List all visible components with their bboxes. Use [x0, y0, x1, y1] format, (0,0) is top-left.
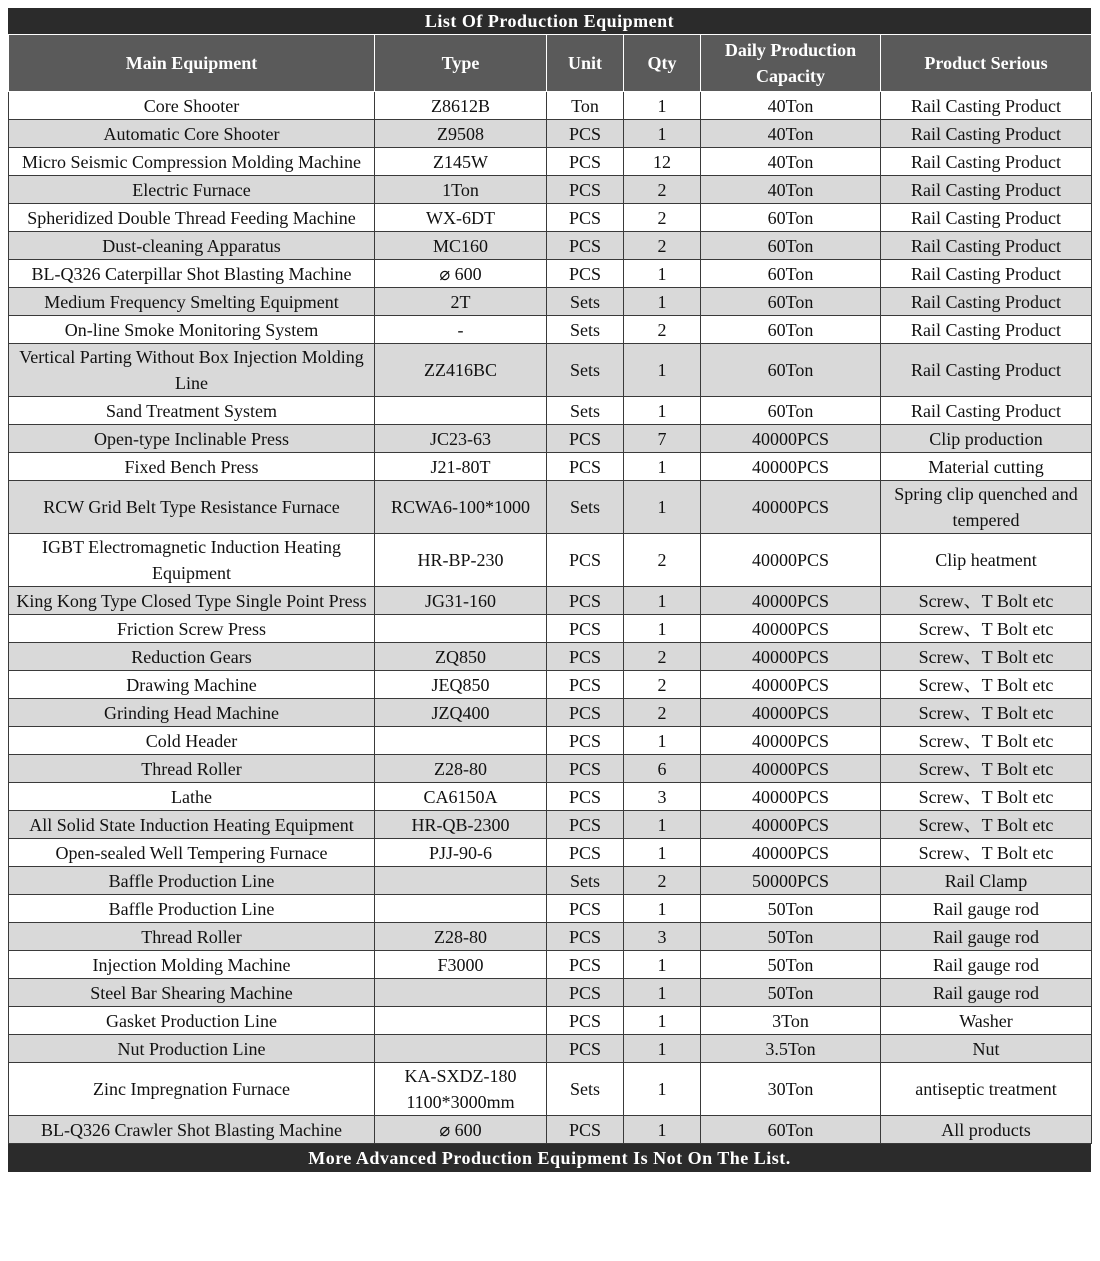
table-row: [9, 755, 1092, 783]
cell-capacity: 3.5Ton: [701, 1035, 881, 1063]
cell-product: Rail Casting Product: [881, 397, 1092, 425]
equipment-table: [8, 34, 1092, 1144]
cell-qty: 2: [624, 867, 701, 895]
cell-equipment: Sand Treatment System: [9, 397, 375, 425]
cell-qty: 2: [624, 671, 701, 699]
cell-product: Clip production: [881, 425, 1092, 453]
cell-unit: Ton: [547, 92, 624, 120]
cell-type: [375, 615, 547, 643]
cell-equipment: Thread Roller: [9, 923, 375, 951]
col-header-unit: Unit: [547, 35, 624, 92]
cell-type: [375, 1007, 547, 1035]
cell-qty: 1: [624, 839, 701, 867]
cell-type: ZZ416BC: [375, 344, 547, 397]
cell-qty: 1: [624, 1035, 701, 1063]
cell-unit: PCS: [547, 1116, 624, 1144]
cell-equipment: Automatic Core Shooter: [9, 120, 375, 148]
cell-product: Screw、T Bolt etc: [881, 671, 1092, 699]
cell-product: Rail Casting Product: [881, 120, 1092, 148]
cell-qty: 1: [624, 951, 701, 979]
cell-unit: Sets: [547, 1063, 624, 1116]
col-header-main-equipment: Main Equipment: [9, 35, 375, 92]
cell-equipment: BL-Q326 Crawler Shot Blasting Machine: [9, 1116, 375, 1144]
cell-type: -: [375, 316, 547, 344]
cell-unit: PCS: [547, 120, 624, 148]
cell-type: Z145W: [375, 148, 547, 176]
cell-capacity: 40000PCS: [701, 587, 881, 615]
cell-product: Screw、T Bolt etc: [881, 643, 1092, 671]
cell-unit: PCS: [547, 951, 624, 979]
cell-capacity: 40Ton: [701, 148, 881, 176]
cell-equipment: Baffle Production Line: [9, 867, 375, 895]
cell-qty: 1: [624, 895, 701, 923]
cell-type: HR-QB-2300: [375, 811, 547, 839]
cell-type: ⌀ 600: [375, 260, 547, 288]
table-row: [9, 783, 1092, 811]
cell-equipment: Medium Frequency Smelting Equipment: [9, 288, 375, 316]
cell-qty: 3: [624, 923, 701, 951]
cell-qty: 1: [624, 1007, 701, 1035]
cell-capacity: 40000PCS: [701, 755, 881, 783]
cell-unit: Sets: [547, 344, 624, 397]
cell-capacity: 40000PCS: [701, 453, 881, 481]
cell-capacity: 60Ton: [701, 397, 881, 425]
cell-unit: Sets: [547, 316, 624, 344]
cell-unit: PCS: [547, 895, 624, 923]
cell-type: [375, 727, 547, 755]
table-row: [9, 867, 1092, 895]
cell-equipment: BL-Q326 Caterpillar Shot Blasting Machine: [9, 260, 375, 288]
cell-capacity: 60Ton: [701, 232, 881, 260]
cell-unit: PCS: [547, 839, 624, 867]
cell-capacity: 60Ton: [701, 260, 881, 288]
cell-type: [375, 397, 547, 425]
cell-qty: 1: [624, 92, 701, 120]
cell-capacity: 40000PCS: [701, 811, 881, 839]
cell-type: MC160: [375, 232, 547, 260]
table-row: [9, 615, 1092, 643]
cell-product: Rail Casting Product: [881, 344, 1092, 397]
cell-product: Rail Casting Product: [881, 232, 1092, 260]
cell-type: J21-80T: [375, 453, 547, 481]
cell-product: Rail gauge rod: [881, 923, 1092, 951]
cell-unit: PCS: [547, 755, 624, 783]
cell-product: Washer: [881, 1007, 1092, 1035]
table-row: [9, 481, 1092, 534]
cell-qty: 1: [624, 1063, 701, 1116]
cell-type: PJJ-90-6: [375, 839, 547, 867]
cell-equipment: Electric Furnace: [9, 176, 375, 204]
col-header-daily-capacity: Daily Production Capacity: [701, 35, 881, 92]
table-row: [9, 260, 1092, 288]
cell-product: Material cutting: [881, 453, 1092, 481]
cell-type: WX-6DT: [375, 204, 547, 232]
cell-qty: 1: [624, 587, 701, 615]
table-row: [9, 951, 1092, 979]
cell-unit: PCS: [547, 534, 624, 587]
table-row: [9, 979, 1092, 1007]
cell-qty: 2: [624, 204, 701, 232]
cell-qty: 2: [624, 316, 701, 344]
cell-type: Z28-80: [375, 923, 547, 951]
cell-type: Z28-80: [375, 755, 547, 783]
cell-type: [375, 867, 547, 895]
cell-product: Screw、T Bolt etc: [881, 811, 1092, 839]
table-row: [9, 120, 1092, 148]
cell-product: Rail Casting Product: [881, 288, 1092, 316]
cell-qty: 1: [624, 1116, 701, 1144]
cell-capacity: 40000PCS: [701, 425, 881, 453]
cell-product: Rail Clamp: [881, 867, 1092, 895]
cell-product: Rail Casting Product: [881, 92, 1092, 120]
cell-capacity: 50000PCS: [701, 867, 881, 895]
cell-qty: 12: [624, 148, 701, 176]
cell-unit: PCS: [547, 727, 624, 755]
cell-qty: 1: [624, 397, 701, 425]
cell-product: Spring clip quenched and tempered: [881, 481, 1092, 534]
cell-unit: PCS: [547, 453, 624, 481]
cell-unit: PCS: [547, 1035, 624, 1063]
cell-type: JG31-160: [375, 587, 547, 615]
cell-unit: PCS: [547, 148, 624, 176]
cell-type: Z8612B: [375, 92, 547, 120]
cell-product: antiseptic treatment: [881, 1063, 1092, 1116]
table-row: [9, 232, 1092, 260]
cell-type: RCWA6-100*1000: [375, 481, 547, 534]
table-row: [9, 727, 1092, 755]
cell-equipment: Open-type Inclinable Press: [9, 425, 375, 453]
table-row: [9, 204, 1092, 232]
cell-unit: PCS: [547, 811, 624, 839]
cell-equipment: Grinding Head Machine: [9, 699, 375, 727]
cell-equipment: Spheridized Double Thread Feeding Machine: [9, 204, 375, 232]
cell-product: Screw、T Bolt etc: [881, 755, 1092, 783]
table-row: [9, 811, 1092, 839]
cell-unit: PCS: [547, 232, 624, 260]
cell-product: Rail gauge rod: [881, 895, 1092, 923]
col-header-product-serious: Product Serious: [881, 35, 1092, 92]
cell-qty: 2: [624, 534, 701, 587]
cell-capacity: 60Ton: [701, 288, 881, 316]
cell-unit: PCS: [547, 1007, 624, 1035]
cell-equipment: Open-sealed Well Tempering Furnace: [9, 839, 375, 867]
cell-capacity: 50Ton: [701, 923, 881, 951]
cell-product: All products: [881, 1116, 1092, 1144]
cell-type: JZQ400: [375, 699, 547, 727]
cell-capacity: 3Ton: [701, 1007, 881, 1035]
cell-capacity: 50Ton: [701, 951, 881, 979]
cell-qty: 1: [624, 120, 701, 148]
cell-type: ZQ850: [375, 643, 547, 671]
cell-capacity: 50Ton: [701, 979, 881, 1007]
table-row: [9, 425, 1092, 453]
col-header-type: Type: [375, 35, 547, 92]
cell-equipment: IGBT Electromagnetic Induction Heating Equipment: [9, 534, 375, 587]
table-row: [9, 643, 1092, 671]
cell-product: Screw、T Bolt etc: [881, 839, 1092, 867]
cell-equipment: Dust-cleaning Apparatus: [9, 232, 375, 260]
cell-qty: 1: [624, 453, 701, 481]
cell-type: 1Ton: [375, 176, 547, 204]
table-row: [9, 895, 1092, 923]
cell-type: [375, 895, 547, 923]
table-row: [9, 176, 1092, 204]
table-row: [9, 92, 1092, 120]
cell-product: Rail Casting Product: [881, 204, 1092, 232]
cell-qty: 1: [624, 260, 701, 288]
cell-unit: Sets: [547, 867, 624, 895]
cell-capacity: 40000PCS: [701, 615, 881, 643]
cell-qty: 2: [624, 232, 701, 260]
cell-product: Rail Casting Product: [881, 316, 1092, 344]
cell-qty: 2: [624, 699, 701, 727]
cell-capacity: 60Ton: [701, 344, 881, 397]
cell-unit: Sets: [547, 397, 624, 425]
cell-capacity: 30Ton: [701, 1063, 881, 1116]
cell-equipment: Lathe: [9, 783, 375, 811]
col-header-qty: Qty: [624, 35, 701, 92]
cell-equipment: Core Shooter: [9, 92, 375, 120]
cell-product: Nut: [881, 1035, 1092, 1063]
cell-qty: 2: [624, 643, 701, 671]
cell-product: Screw、T Bolt etc: [881, 615, 1092, 643]
cell-unit: PCS: [547, 587, 624, 615]
cell-type: 2T: [375, 288, 547, 316]
cell-capacity: 40Ton: [701, 176, 881, 204]
cell-type: HR-BP-230: [375, 534, 547, 587]
cell-product: Rail gauge rod: [881, 951, 1092, 979]
cell-product: Screw、T Bolt etc: [881, 783, 1092, 811]
cell-equipment: Nut Production Line: [9, 1035, 375, 1063]
table-row: [9, 699, 1092, 727]
cell-qty: 1: [624, 811, 701, 839]
table-row: [9, 344, 1092, 397]
cell-type: [375, 1035, 547, 1063]
cell-capacity: 50Ton: [701, 895, 881, 923]
cell-unit: Sets: [547, 481, 624, 534]
cell-equipment: All Solid State Induction Heating Equipment: [9, 811, 375, 839]
cell-type: F3000: [375, 951, 547, 979]
table-row: [9, 1035, 1092, 1063]
cell-product: Rail gauge rod: [881, 979, 1092, 1007]
sheet-footer: More Advanced Production Equipment Is Not On The List.: [8, 1144, 1091, 1172]
table-row: [9, 288, 1092, 316]
cell-qty: 6: [624, 755, 701, 783]
cell-qty: 1: [624, 615, 701, 643]
cell-capacity: 60Ton: [701, 316, 881, 344]
cell-equipment: Vertical Parting Without Box Injection Molding Line: [9, 344, 375, 397]
cell-qty: 1: [624, 481, 701, 534]
table-row: [9, 923, 1092, 951]
cell-product: Rail Casting Product: [881, 260, 1092, 288]
equipment-sheet: [8, 8, 1091, 1172]
cell-capacity: 40000PCS: [701, 643, 881, 671]
cell-qty: 1: [624, 727, 701, 755]
cell-capacity: 40000PCS: [701, 671, 881, 699]
cell-product: Clip heatment: [881, 534, 1092, 587]
table-row: [9, 148, 1092, 176]
cell-type: JEQ850: [375, 671, 547, 699]
cell-capacity: 40000PCS: [701, 699, 881, 727]
cell-type: CA6150A: [375, 783, 547, 811]
cell-equipment: On-line Smoke Monitoring System: [9, 316, 375, 344]
cell-equipment: Cold Header: [9, 727, 375, 755]
cell-unit: PCS: [547, 204, 624, 232]
cell-equipment: King Kong Type Closed Type Single Point Press: [9, 587, 375, 615]
table-row: [9, 1063, 1092, 1116]
cell-unit: PCS: [547, 176, 624, 204]
table-row: [9, 534, 1092, 587]
cell-equipment: Fixed Bench Press: [9, 453, 375, 481]
cell-unit: PCS: [547, 643, 624, 671]
table-row: [9, 453, 1092, 481]
cell-capacity: 60Ton: [701, 204, 881, 232]
cell-equipment: Steel Bar Shearing Machine: [9, 979, 375, 1007]
cell-capacity: 60Ton: [701, 1116, 881, 1144]
cell-capacity: 40000PCS: [701, 727, 881, 755]
cell-type: KA-SXDZ-180 1100*3000mm: [375, 1063, 547, 1116]
cell-capacity: 40000PCS: [701, 481, 881, 534]
cell-qty: 1: [624, 979, 701, 1007]
table-row: [9, 1007, 1092, 1035]
cell-capacity: 40000PCS: [701, 534, 881, 587]
cell-unit: PCS: [547, 671, 624, 699]
cell-product: Rail Casting Product: [881, 148, 1092, 176]
cell-unit: PCS: [547, 260, 624, 288]
cell-product: Screw、T Bolt etc: [881, 587, 1092, 615]
table-body: [9, 92, 1092, 1144]
table-row: [9, 1116, 1092, 1144]
cell-equipment: Gasket Production Line: [9, 1007, 375, 1035]
cell-product: Rail Casting Product: [881, 176, 1092, 204]
header-row: [9, 35, 1092, 92]
table-row: [9, 316, 1092, 344]
cell-product: Screw、T Bolt etc: [881, 727, 1092, 755]
cell-equipment: Drawing Machine: [9, 671, 375, 699]
cell-equipment: Thread Roller: [9, 755, 375, 783]
cell-unit: PCS: [547, 783, 624, 811]
cell-equipment: RCW Grid Belt Type Resistance Furnace: [9, 481, 375, 534]
cell-type: JC23-63: [375, 425, 547, 453]
cell-qty: 7: [624, 425, 701, 453]
cell-capacity: 40000PCS: [701, 839, 881, 867]
cell-type: [375, 979, 547, 1007]
cell-equipment: Micro Seismic Compression Molding Machine: [9, 148, 375, 176]
cell-capacity: 40Ton: [701, 120, 881, 148]
cell-qty: 2: [624, 176, 701, 204]
cell-qty: 3: [624, 783, 701, 811]
cell-equipment: Reduction Gears: [9, 643, 375, 671]
cell-product: Screw、T Bolt etc: [881, 699, 1092, 727]
cell-unit: PCS: [547, 979, 624, 1007]
cell-capacity: 40000PCS: [701, 783, 881, 811]
cell-qty: 1: [624, 344, 701, 397]
cell-equipment: Injection Molding Machine: [9, 951, 375, 979]
cell-equipment: Baffle Production Line: [9, 895, 375, 923]
table-row: [9, 397, 1092, 425]
cell-type: Z9508: [375, 120, 547, 148]
table-row: [9, 671, 1092, 699]
cell-unit: PCS: [547, 615, 624, 643]
cell-unit: Sets: [547, 288, 624, 316]
table-row: [9, 587, 1092, 615]
cell-type: ⌀ 600: [375, 1116, 547, 1144]
cell-qty: 1: [624, 288, 701, 316]
cell-unit: PCS: [547, 425, 624, 453]
table-row: [9, 839, 1092, 867]
cell-unit: PCS: [547, 923, 624, 951]
cell-equipment: Friction Screw Press: [9, 615, 375, 643]
cell-equipment: Zinc Impregnation Furnace: [9, 1063, 375, 1116]
cell-capacity: 40Ton: [701, 92, 881, 120]
sheet-title: List Of Production Equipment: [8, 8, 1091, 34]
cell-unit: PCS: [547, 699, 624, 727]
